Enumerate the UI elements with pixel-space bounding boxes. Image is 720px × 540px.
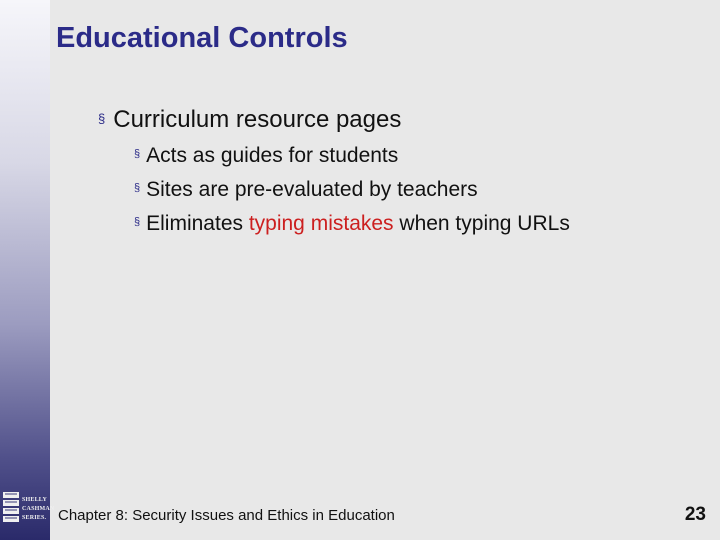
bullet-marker-icon: § xyxy=(134,182,141,195)
bullet-text-before: Eliminates xyxy=(146,212,249,235)
footer-chapter-title: Chapter 8: Security Issues and Ethics in Education xyxy=(58,507,395,524)
page-number: 23 xyxy=(684,504,706,525)
bullet-marker-icon: § xyxy=(134,148,141,161)
sub-bullet-item xyxy=(134,144,398,168)
bullet-text-after: when typing URLs xyxy=(393,212,570,235)
logo-line-1: SHELLY xyxy=(22,497,47,503)
shelly-cashman-logo xyxy=(0,480,55,540)
sidebar-gradient xyxy=(0,0,50,540)
highlighted-text: typing mistakes xyxy=(248,212,394,235)
bullet-text: Curriculum resource pages xyxy=(113,106,402,133)
logo-line-2: CASHMAN xyxy=(22,506,55,512)
logo-line-3: SERIES. xyxy=(22,515,47,521)
bullet-item xyxy=(98,106,401,134)
slide-title: Educational Controls xyxy=(56,22,348,54)
sub-bullet-item xyxy=(134,178,478,202)
book-stack-icon xyxy=(2,490,22,532)
bullet-marker-icon: § xyxy=(98,111,106,127)
bullet-text: Sites are pre-evaluated by teachers xyxy=(146,178,478,201)
sub-bullet-item xyxy=(134,212,570,236)
bullet-marker-icon: § xyxy=(134,216,141,229)
bullet-text: Acts as guides for students xyxy=(146,144,399,167)
